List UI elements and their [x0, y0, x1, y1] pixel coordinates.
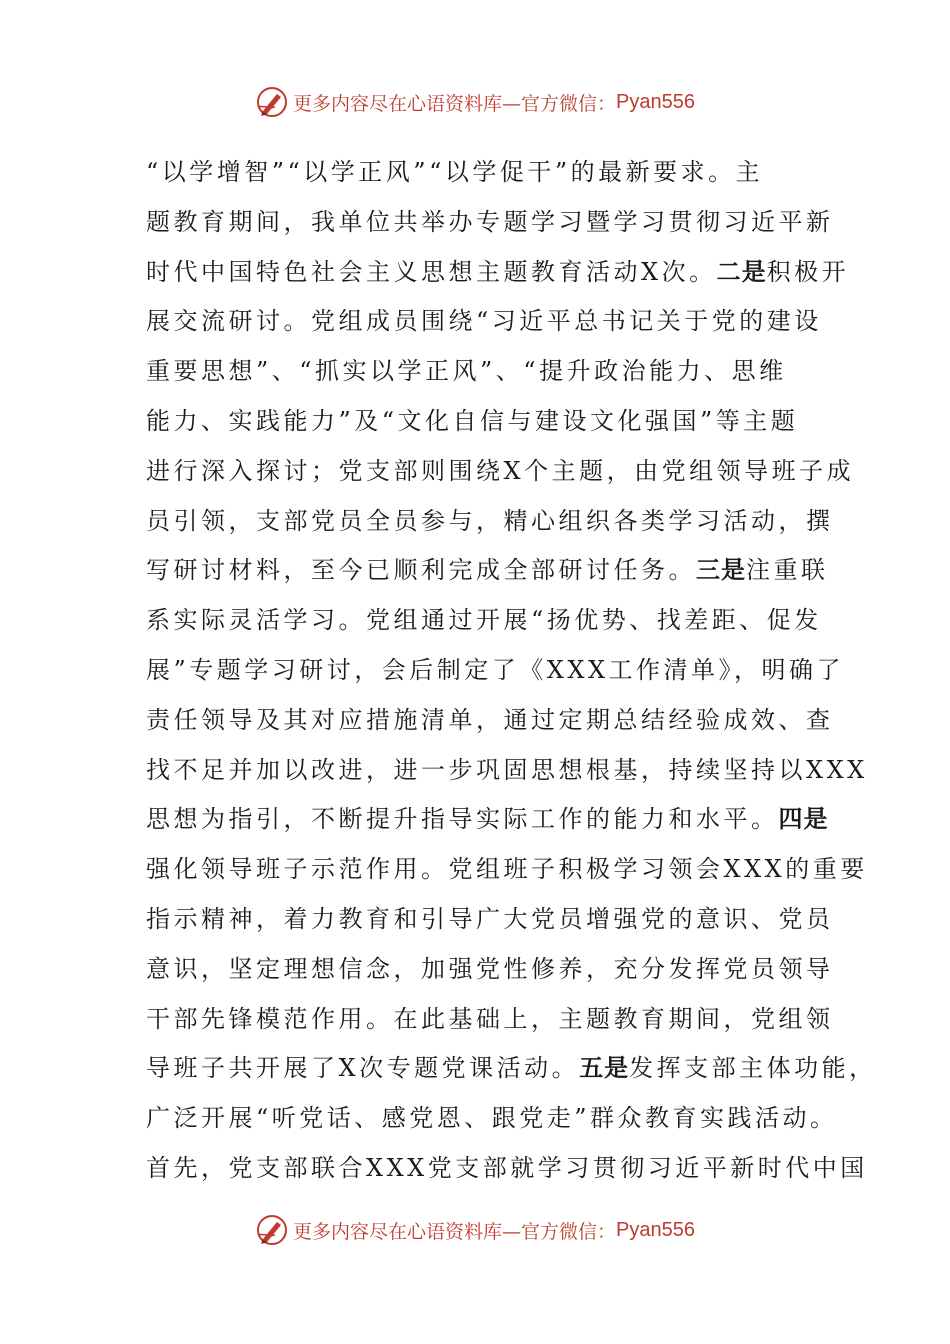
section-marker: 三是 — [696, 556, 746, 585]
text-line: 意识，坚定理想信念，加强党性修养，充分发挥党员领导 — [146, 954, 834, 983]
watermark-site-text: 更多内容尽在心语资料库— — [293, 92, 522, 115]
text-line: 思想为指引，不断提升指导实际工作的能力和水平。四是 — [146, 805, 829, 834]
section-marker: 二是 — [716, 257, 767, 286]
pen-logo-icon — [255, 1213, 289, 1247]
watermark-wechat-id: Pyan556 — [616, 90, 695, 113]
watermark-wechat-id: Pyan556 — [616, 1218, 695, 1241]
section-marker: 四是 — [778, 805, 829, 834]
section-marker: 五是 — [579, 1054, 630, 1083]
pen-logo-icon — [255, 85, 289, 119]
watermark-site-text: 更多内容尽在心语资料库— — [293, 1220, 522, 1243]
text-line: 导班子共开展了X次专题党课活动。五是发挥支部主体功能， — [146, 1054, 877, 1083]
text-line: 写研讨材料，至今已顺利完成全部研讨任务。三是注重联 — [146, 556, 829, 585]
text-line: 系实际灵活学习。党组通过开展“扬优势、找差距、促发 — [146, 606, 822, 635]
text-line: 能力、实践能力”及“文化自信与建设文化强国”等主题 — [146, 406, 799, 435]
text-line: 展”专题学习研讨，会后制定了《XXX工作清单》，明确了 — [146, 655, 845, 684]
text-line: 广泛开展“听党话、感党恩、跟党走”群众教育实践活动。 — [146, 1104, 838, 1133]
text-line: 展交流研讨。党组成员围绕“习近平总书记关于党的建设 — [146, 307, 822, 336]
text-line: 时代中国特色社会主义思想主题教育活动X次。二是积极开 — [146, 257, 850, 286]
text-line: 责任领导及其对应措施清单，通过定期总结经验成效、查 — [146, 705, 834, 734]
text-line: 指示精神，着力教育和引导广大党员增强党的意识、党员 — [146, 904, 834, 933]
text-line: 找不足并加以改进，进一步巩固思想根基，持续坚持以XXX — [146, 755, 868, 784]
text-line: 重要思想”、“抓实以学正风”、“提升政治能力、思维 — [146, 357, 787, 386]
watermark-wechat-label: 官方微信： — [521, 1220, 617, 1243]
text-line: 干部先锋模范作用。在此基础上，主题教育期间，党组领 — [146, 1004, 834, 1033]
text-line: 首先，党支部联合XXX党支部就学习贯彻习近平新时代中国 — [146, 1153, 868, 1182]
text-line: 进行深入探讨；党支部则围绕X个主题，由党组领导班子成 — [146, 456, 855, 485]
header-watermark-banner — [0, 80, 950, 124]
text-line: “以学增智”“以学正风”“以学促干”的最新要求。主 — [146, 158, 764, 186]
text-line: 题教育期间，我单位共举办专题学习暨学习贯彻习近平新 — [146, 207, 834, 236]
document-body — [146, 148, 877, 1194]
footer-watermark-banner — [0, 1208, 950, 1252]
text-line: 员引领，支部党员全员参与，精心组织各类学习活动，撰 — [146, 506, 834, 535]
text-line: 强化领导班子示范作用。党组班子积极学习领会XXX的重要 — [146, 855, 868, 884]
watermark-wechat-label: 官方微信： — [521, 92, 617, 115]
